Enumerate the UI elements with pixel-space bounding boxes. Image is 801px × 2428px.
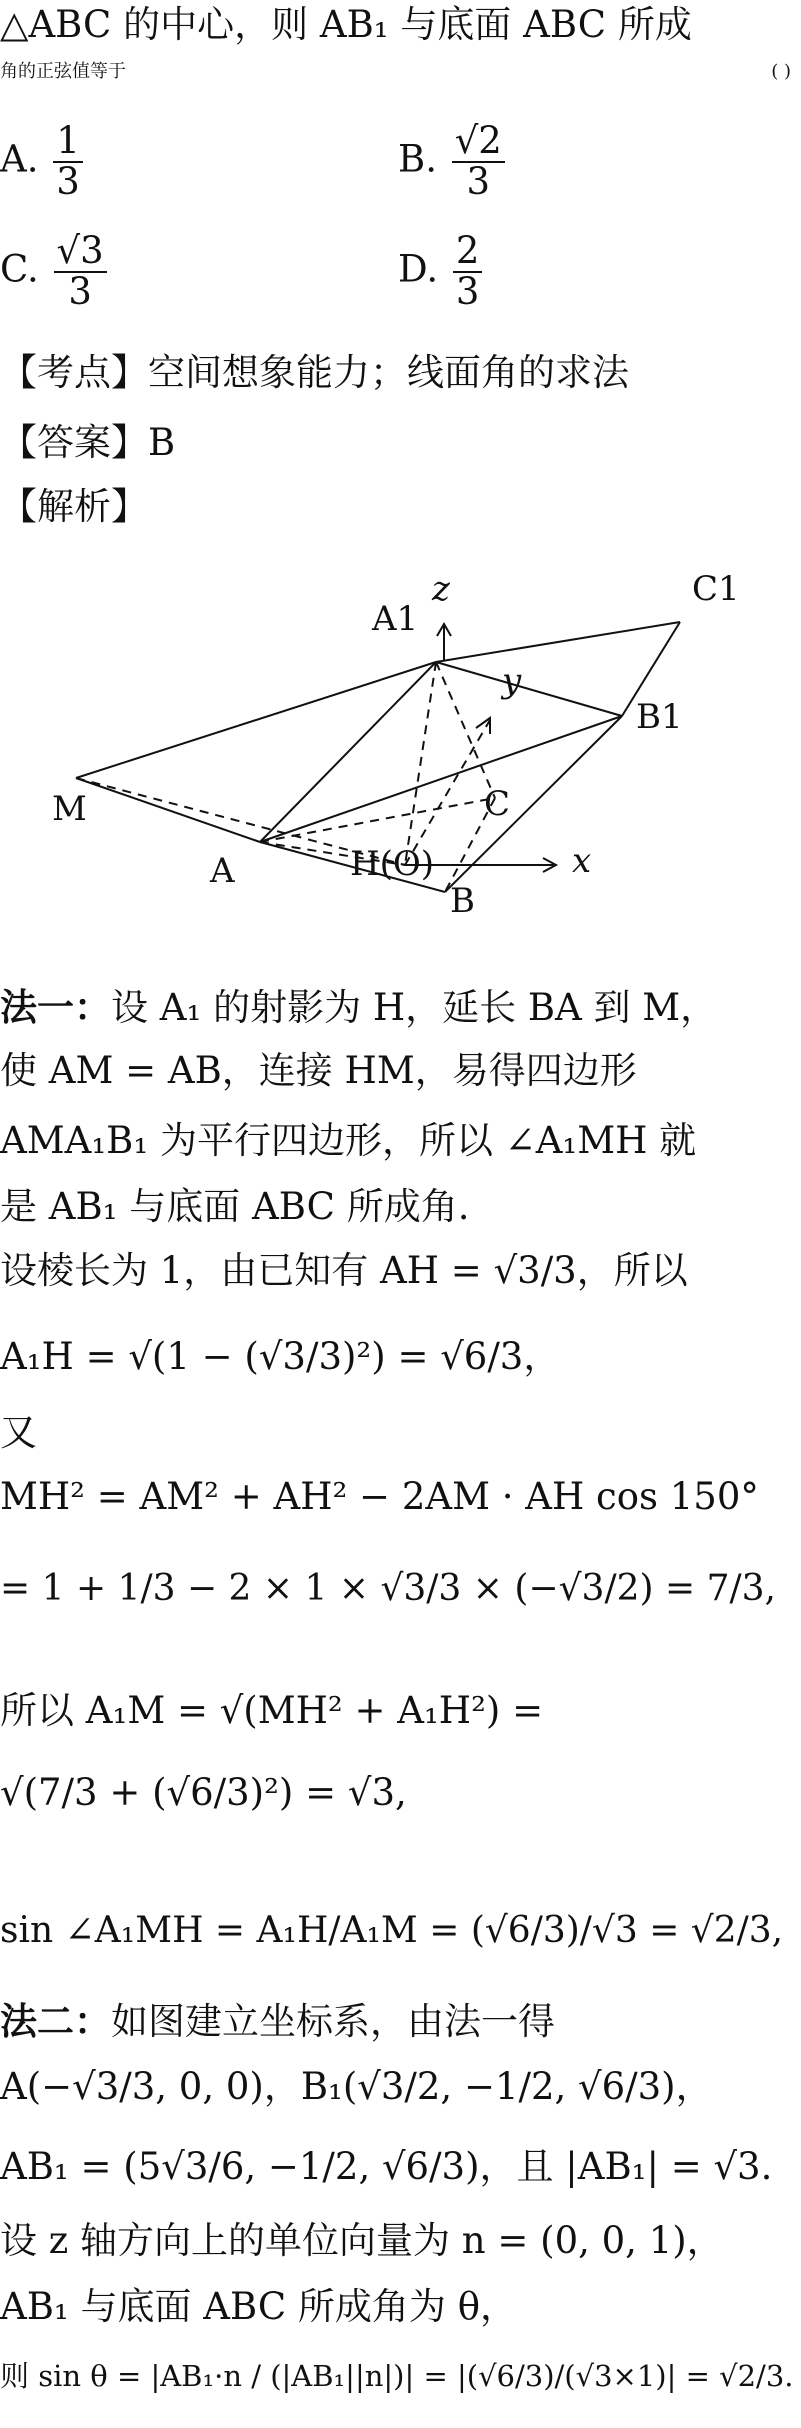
option-b-fraction <box>452 119 505 203</box>
method1-text-10: 所以 A₁M = √(MH² + A₁H²) = <box>0 1689 544 1732</box>
method1-label: 法一： <box>0 985 111 1029</box>
method2-text-1: 如图建立坐标系，由法一得 <box>111 2000 555 2043</box>
method1-line-1 <box>0 986 717 1030</box>
method1-line-4 <box>0 1186 469 1229</box>
option-b-den: 3 <box>466 159 491 203</box>
label-b: B <box>450 881 475 921</box>
label-h-o: H(O) <box>350 844 435 884</box>
method1-text-7: 又 <box>0 1411 37 1454</box>
kaodian-line <box>0 352 629 395</box>
method2-text-2: A(−√3/3, 0, 0)，B₁(√3/2, −1/2, √6/3)， <box>0 2065 713 2108</box>
method2-line-1 <box>0 2000 555 2044</box>
method1-text-5: 设棱长为 1，由已知有 AH = √3/3，所以 <box>0 1249 688 1292</box>
option-a-den: 3 <box>56 159 80 203</box>
method1-line-6 <box>0 1336 560 1379</box>
option-a-fraction <box>53 119 83 203</box>
answer-line <box>0 422 175 465</box>
option-b-num: √2 <box>452 122 505 163</box>
option-c-fraction <box>54 229 107 313</box>
answer-label: 【答案】 <box>0 421 148 464</box>
option-b-label: B. <box>398 137 437 181</box>
method2-text-4: 设 z 轴方向上的单位向量为 n = (0, 0, 1)， <box>0 2219 724 2262</box>
option-b <box>398 119 508 203</box>
method2-text-6: 则 sin θ = |AB₁·n / (|AB₁||n|)| = |(√6/3)/(√3×1)| = √2/3. <box>0 2359 794 2393</box>
method1-line-9 <box>0 1568 776 1609</box>
option-c-den: 3 <box>68 269 92 313</box>
label-c: C <box>484 784 511 824</box>
method1-line-12 <box>0 1910 783 1951</box>
answer-paren: ( ) <box>771 61 791 82</box>
label-y: y <box>502 661 522 701</box>
option-c <box>0 229 110 313</box>
option-a <box>0 119 86 203</box>
option-a-num: 1 <box>53 122 83 163</box>
label-b1: B1 <box>636 697 683 737</box>
question-text-2: 角的正弦值等于 <box>0 61 126 82</box>
method1-text-11: √(7/3 + (√6/3)²) = √3, <box>0 1771 407 1814</box>
label-a1: A1 <box>372 599 419 639</box>
method1-text-4: 是 AB₁ 与底面 ABC 所成角. <box>0 1185 470 1228</box>
method2-line-2 <box>0 2066 713 2109</box>
analysis-line <box>0 486 148 529</box>
analysis-label: 【解析】 <box>0 485 148 528</box>
option-d-den: 3 <box>455 269 480 313</box>
option-c-num: √3 <box>54 232 107 273</box>
method1-line-5 <box>0 1250 688 1293</box>
option-d-num: 2 <box>453 232 483 273</box>
method2-text-3: AB₁ = (5√3/6, −1/2, √6/3)，且 |AB₁| = √3. <box>0 2145 773 2188</box>
prism-figure <box>0 560 801 940</box>
method1-line-8 <box>0 1476 759 1519</box>
kaodian-text: 空间想象能力；线面角的求法 <box>148 351 629 394</box>
method2-label: 法二： <box>0 1999 111 2043</box>
label-c1: C1 <box>692 569 740 609</box>
option-d-fraction <box>453 229 483 313</box>
method1-line-11 <box>0 1772 407 1815</box>
method1-line-3 <box>0 1120 696 1163</box>
method1-line-10 <box>0 1690 543 1733</box>
method1-text-3: AMA₁B₁ 为平行四边形，所以 ∠A₁MH 就 <box>0 1119 697 1162</box>
method1-text-9: = 1 + 1/3 − 2 × 1 × √3/3 × (−√3/2) = 7/3, <box>0 1568 776 1609</box>
method2-line-6 <box>0 2360 794 2393</box>
method1-text-6: A₁H = √(1 − (√3/3)²) = √6/3， <box>0 1335 561 1378</box>
method1-text-2: 使 AM = AB，连接 HM，易得四边形 <box>0 1049 637 1092</box>
method2-text-5: AB₁ 与底面 ABC 所成角为 θ， <box>0 2285 517 2328</box>
method1-line-2 <box>0 1050 637 1093</box>
kaodian-label: 【考点】 <box>0 351 148 394</box>
question-line-2 <box>0 62 801 83</box>
method2-line-4 <box>0 2220 724 2263</box>
question-line-1 <box>0 4 692 47</box>
method1-text-1: 设 A₁ 的射影为 H，延长 BA 到 M， <box>111 986 718 1029</box>
method1-text-12: sin ∠A₁MH = A₁H/A₁M = (√6/3)/√3 = √2/3, <box>0 1910 784 1951</box>
label-z: z <box>432 569 450 609</box>
method1-text-8: MH² = AM² + AH² − 2AM · AH cos 150° <box>0 1475 759 1518</box>
method1-line-7 <box>0 1412 37 1455</box>
label-a: A <box>210 851 235 891</box>
method2-line-3 <box>0 2146 772 2189</box>
option-d <box>398 229 485 313</box>
method2-line-5 <box>0 2286 517 2329</box>
answer-text: B <box>148 421 176 464</box>
question-text-1: △ABC 的中心，则 AB₁ 与底面 ABC 所成 <box>0 3 692 46</box>
option-d-label: D. <box>398 247 439 291</box>
label-m: M <box>52 789 87 829</box>
option-a-label: A. <box>0 137 39 181</box>
option-c-label: C. <box>0 247 39 291</box>
label-x: x <box>572 841 592 881</box>
